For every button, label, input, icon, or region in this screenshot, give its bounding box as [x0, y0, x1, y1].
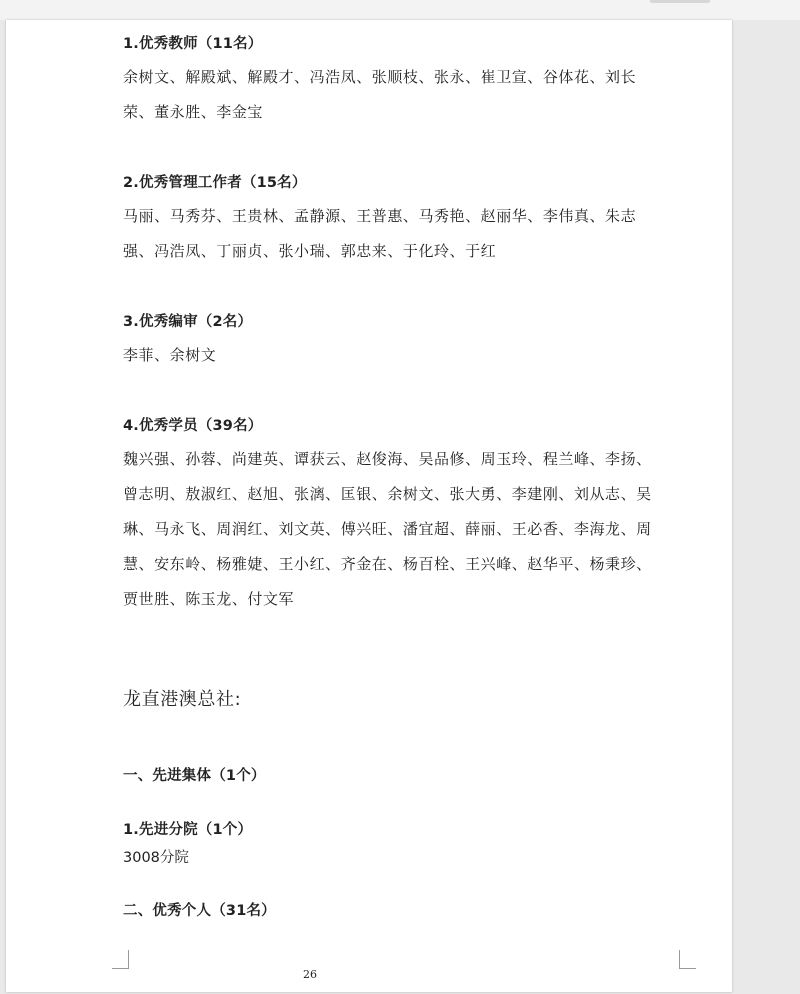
name-list-line: 强、冯浩凤、丁丽贞、张小瑞、郭忠来、于化玲、于红: [123, 242, 497, 260]
section-heading-excellent-managers: 2.优秀管理工作者（15名）: [123, 175, 307, 191]
organization-title: 龙直港澳总社:: [123, 689, 242, 710]
name-list-line: 慧、安东岭、杨雅婕、王小红、齐金在、杨百栓、王兴峰、赵华平、杨秉珍、: [123, 555, 652, 573]
name-list-line: 贾世胜、陈玉龙、付文军: [123, 590, 295, 608]
section-heading-excellent-teachers: 1.优秀教师（11名）: [123, 36, 263, 52]
crop-mark-bottom-left: [112, 950, 129, 969]
scroll-tab[interactable]: [650, 0, 710, 3]
viewer-top-strip: [0, 0, 800, 20]
name-list-line: 荣、董永胜、李金宝: [123, 103, 263, 121]
name-list-line: 余树文、解殿斌、解殿才、冯浩凤、张顺枝、张永、崔卫宣、谷体花、刘长: [123, 68, 637, 86]
name-list-line: 马丽、马秀芬、王贵林、孟静源、王普惠、马秀艳、赵丽华、李伟真、朱志: [123, 207, 637, 225]
document-page: [6, 20, 732, 992]
name-list-line: 魏兴强、孙蓉、尚建英、谭获云、赵俊海、吴品修、周玉玲、程兰峰、李扬、: [123, 450, 652, 468]
branch-name: 3008分院: [123, 850, 189, 866]
name-list-line: 李菲、余树文: [123, 346, 217, 364]
section-heading-excellent-editors: 3.优秀编审（2名）: [123, 314, 253, 330]
crop-mark-bottom-right: [679, 950, 696, 969]
name-list-line: 曾志明、敖淑红、赵旭、张漓、匡银、余树文、张大勇、李建刚、刘从志、吴: [123, 485, 652, 503]
page-number: 26: [303, 968, 317, 981]
part-heading-advanced-collective: 一、先进集体（1个）: [123, 768, 266, 784]
name-list-line: 琳、马永飞、周润红、刘文英、傅兴旺、潘宜超、薛丽、王必香、李海龙、周: [123, 520, 652, 538]
part-heading-excellent-individuals: 二、优秀个人（31名）: [123, 903, 276, 919]
section-heading-advanced-branch: 1.先进分院（1个）: [123, 822, 253, 838]
section-heading-excellent-students: 4.优秀学员（39名）: [123, 418, 263, 434]
